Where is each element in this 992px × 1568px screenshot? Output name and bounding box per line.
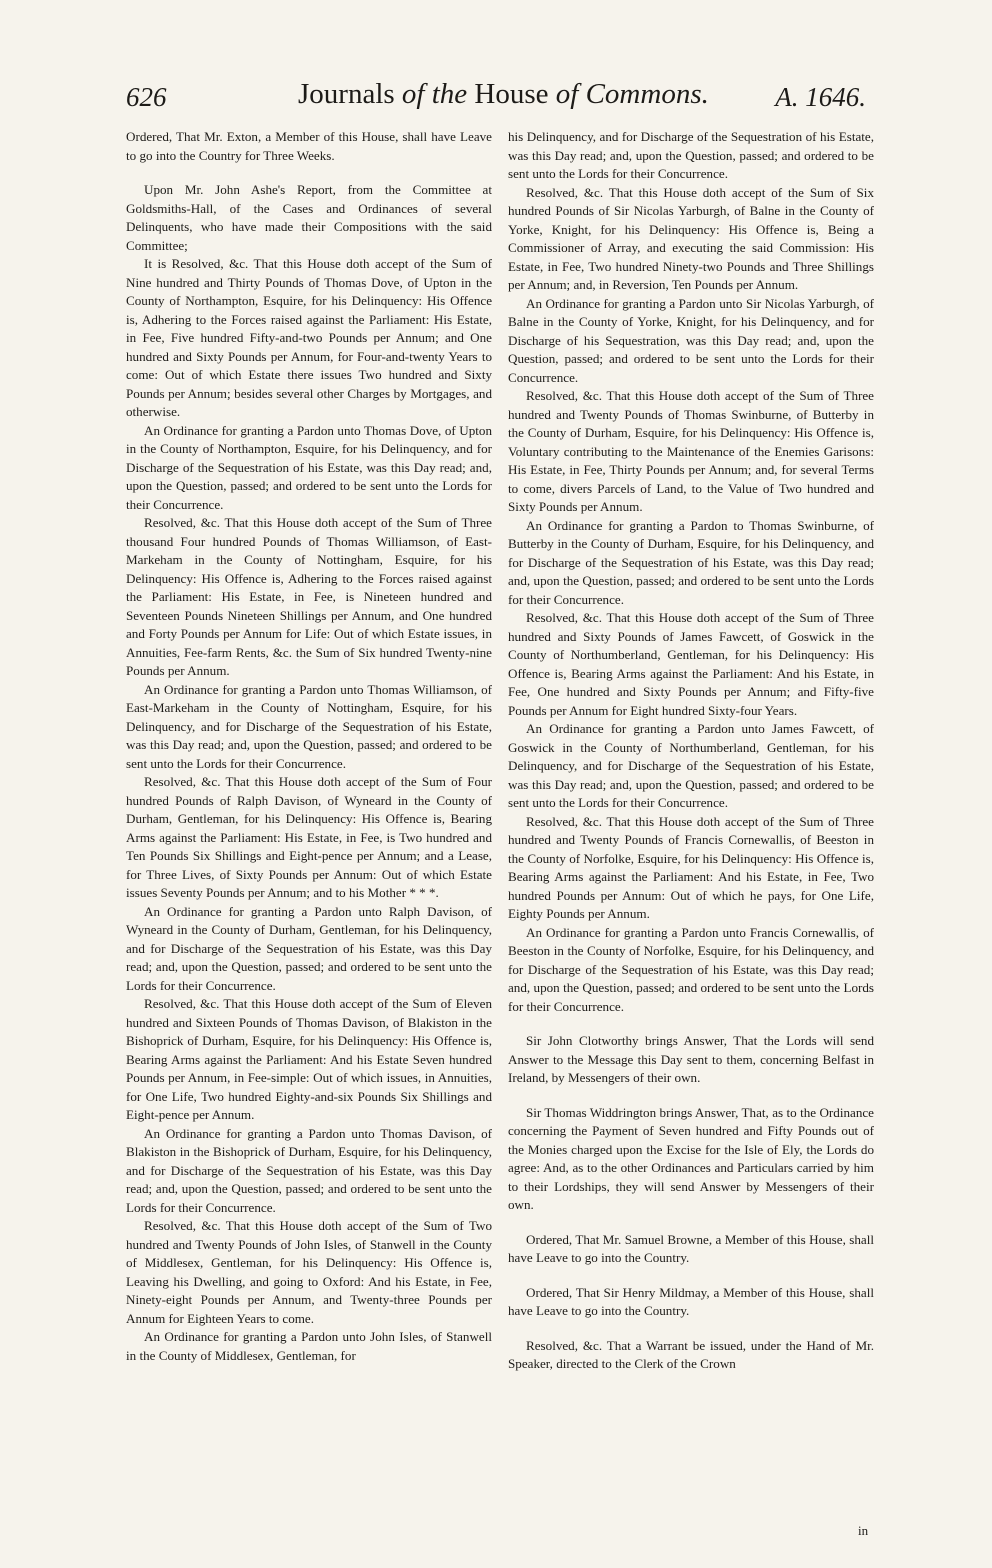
paragraph: Ordered, That Sir Henry Mildmay, a Member of this House, shall have Leave to go into the Country.: [508, 1284, 874, 1318]
running-title: [298, 78, 709, 111]
left-column: [126, 128, 492, 1365]
title-of-the: of the: [394, 78, 475, 110]
paragraph: An Ordinance for granting a Pardon unto Thomas Dove, of Upton in the County of Northampton, Esquire, for his Delinquency, and for Discharge of the Sequestration of his Estate, was this Day read; and, upon the Question, passed; and ordered to be sent unto the Lords for their Concurrence.: [126, 422, 492, 512]
paragraph: An Ordinance for granting a Pardon unto Francis Cornewallis, of Beeston in the County of Norfolke, Esquire, for his Delinquency, and for Discharge of the Sequestration of his Estate, was this Day read; and, upon the Question, passed; and ordered to be sent unto the Lords for their Concurrence.: [508, 924, 874, 1014]
running-header: [126, 78, 866, 122]
paragraph: Resolved, &c. That this House doth accept of the Sum of Three hundred and Twenty Pounds of Francis Cornewallis, of Beeston in the County of Norfolke, Esquire, for his Delinquency: His Offence is, Bearing Arms against the Parliament: And his Estate, in Fee, Two hundred Pounds per Annum: Out of which he pays, for One Life, Eighty Pounds per Annum.: [508, 813, 874, 921]
paragraph: An Ordinance for granting a Pardon unto Ralph Davison, of Wyneard in the County of Durham, Gentleman, for his Delinquency, and for Discharge of the Sequestration of his Estate, was this Day read; and, upon the Question, passed; and ordered to be sent unto the Lords for their Concurrence.: [126, 903, 492, 993]
paragraph: Sir John Clotworthy brings Answer, That the Lords will send Answer to the Message this Day sent to them, concerning Belfast in Ireland, by Messengers of their own.: [508, 1033, 874, 1085]
paragraph: Upon Mr. John Ashe's Report, from the Committee at Goldsmiths-Hall, of the Cases and Ordinances of several Delinquents, who have made their Compositions with the said Committee;: [126, 182, 492, 253]
title-house: House: [474, 78, 549, 110]
paragraph: Resolved, &c. That this House doth accept of the Sum of Three hundred and Sixty Pounds of James Fawcett, of Goswick in the County of Northumberland, Gentleman, for his Delinquency: His Offence is, Bearing Arms against the Parliament: And his Estate, in Fee, One hundred and Sixty Pounds per Annum; and Fifty-five Pounds per Annum for Eight hundred Sixty-four Years.: [508, 610, 874, 718]
title-journals: Journals: [298, 78, 395, 110]
paragraph: Resolved, &c. That this House doth accept of the Sum of Three hundred and Twenty Pounds of Thomas Swinburne, of Butterby in the County of Durham, Esquire, for his Delinquency: His Offence is, Voluntary contributing to the Maintenance of the Enemies Garisons: His Estate, in Fee, Thirty Pounds per Annum; and, for several Terms to come, divers Parcels of Land, to the Value of Two hundred and Sixty Pounds per Annum.: [508, 388, 874, 514]
paragraph: Ordered, That Mr. Exton, a Member of this House, shall have Leave to go into the Country for Three Weeks.: [126, 129, 492, 163]
paragraph: Resolved, &c. That this House doth accept of the Sum of Two hundred and Twenty Pounds of John Isles, of Stanwell in the County of Middlesex, Gentleman, for his Delinquency: His Offence is, Leaving his Dwelling, and going to Oxford: And his Estate, in Fee, Ninety-eight Pounds per Annum, and Twenty-three Pounds per Annum for Eighteen Years to come.: [126, 1218, 492, 1326]
paragraph: An Ordinance for granting a Pardon unto James Fawcett, of Goswick in the County of Northumberland, Gentleman, for his Delinquency, and for Discharge of the Sequestration of his Estate, was this Day read; and, upon the Question, passed; and ordered to be sent unto the Lords for their Concurrence.: [508, 721, 874, 810]
paragraph: Ordered, That Mr. Samuel Browne, a Member of this House, shall have Leave to go into the Country.: [508, 1231, 874, 1265]
paragraph: An Ordinance for granting a Pardon unto Thomas Williamson, of East-Markeham in the County of Nottingham, Esquire, for his Delinquency, and for Discharge of the Sequestration of his Estate, was this Day read; and, upon the Question, passed; and ordered to be sent unto the Lords for their Concurrence.: [126, 681, 492, 771]
paragraph: An Ordinance for granting a Pardon unto Thomas Davison, of Blakiston in the Bishoprick of Durham, Esquire, for his Delinquency, and for Discharge of the Sequestration of his Estate, was this Day read; and, upon the Question, passed; and ordered to be sent unto the Lords for their Concurrence.: [126, 1125, 492, 1215]
paragraph: Resolved, &c. That a Warrant be issued, under the Hand of Mr. Speaker, directed to the Clerk of the Crown: [508, 1337, 874, 1371]
paragraph: Sir Thomas Widdrington brings Answer, That, as to the Ordinance concerning the Payment of Seven hundred and Fifty Pounds out of the Monies charged upon the Excise for the Isle of Ely, the Lords do agree: And, as to the other Ordinances and Particulars carried by him to their Lordships, they will send Answer by Messengers of their own.: [508, 1104, 874, 1212]
page-number: 626: [126, 82, 167, 112]
paragraph: It is Resolved, &c. That this House doth accept of the Sum of Nine hundred and Thirty Pounds of Thomas Dove, of Upton in the County of Northampton, Esquire, for his Delinquency: His Offence is, Adhering to the Forces raised against the Parliament: His Estate, in Fee, Five hundred Fifty-and-two Pounds per Annum; and One hundred and Sixty Pounds per Annum, for Four-and-twenty Years to come: Out of which Estate there issues Two hundred and Sixty Pounds per Annum; besides several other Charges by Mortgages, and otherwise.: [126, 256, 492, 419]
paragraph: Resolved, &c. That this House doth accept of the Sum of Three thousand Four hundred Pounds of Thomas Williamson, of East-Markeham in the County of Nottingham, Esquire, for his Delinquency: His Offence is, Adhering to the Forces raised against the Parliament: His Estate, in Fee, is Nineteen hundred and Seventeen Pounds Nineteen Shillings per Annum, and One hundred and Forty Pounds per Annum for Life: Out of which Estate issues, in Annuities, Fee-farm Rents, &c. the Sum of Six hundred Twenty-nine Pounds per Annum.: [126, 515, 492, 678]
paragraph: Resolved, &c. That this House doth accept of the Sum of Four hundred Pounds of Ralph Davison, of Wyneard in the County of Durham, Gentleman, for his Delinquency: His Offence is, Bearing Arms against the Parliament: His Estate, in Fee, is Two hundred and Ten Pounds Six Shillings and Eight-pence per Annum; and a Lease, for Three Lives, of Sixty Pounds per Annum: Out of which Estate issues Seventy Pounds per Annum; and to his Mother * * *.: [126, 774, 492, 900]
paragraph: his Delinquency, and for Discharge of the Sequestration of his Estate, was this Day read; and, upon the Question, passed; and ordered to be sent unto the Lords for their Concurrence.: [508, 129, 874, 181]
right-column: [508, 128, 874, 1374]
catchword: in: [858, 1523, 869, 1538]
paragraph: An Ordinance for granting a Pardon unto Sir Nicolas Yarburgh, of Balne in the County of Yorke, Knight, for his Delinquency, and for Discharge of his Sequestration, was this Day read; and, upon the Question, passed; and ordered to be sent unto the Lords for their Concurrence.: [508, 295, 874, 385]
paragraph: Resolved, &c. That this House doth accept of the Sum of Six hundred Pounds of Sir Nicolas Yarburgh, of Balne in the County of Yorke, Knight, for his Delinquency: His Offence is, Being a Commissioner of Array, and executing the said Commission: His Estate, in Fee, Two hundred Ninety-two Pounds and Three Shillings per Annum; and, in Reversion, Ten Pounds per Annum.: [508, 184, 874, 292]
year: A. 1646.: [775, 82, 866, 112]
paragraph: An Ordinance for granting a Pardon to Thomas Swinburne, of Butterby in the County of Durham, Esquire, for his Delinquency, and for Discharge of the Sequestration of his Estate, was this Day read; and, upon the Question, passed; and ordered to be sent unto the Lords for their Concurrence.: [508, 517, 874, 607]
title-of-commons: of Commons.: [548, 78, 709, 110]
paragraph: An Ordinance for granting a Pardon unto John Isles, of Stanwell in the County of Middlesex, Gentleman, for: [126, 1329, 492, 1363]
paragraph: Resolved, &c. That this House doth accept of the Sum of Eleven hundred and Sixteen Pounds of Thomas Davison, of Blakiston in the Bishoprick of Durham, Esquire, for his Delinquency: His Offence is, Bearing Arms against the Parliament: And his Estate Seven hundred Pounds per Annum, in Fee-simple: Out of which issues, in Annuities, for One Life, Two hundred Eighty-and-six Pounds Six Shillings and Eight-pence per Annum.: [126, 996, 492, 1122]
